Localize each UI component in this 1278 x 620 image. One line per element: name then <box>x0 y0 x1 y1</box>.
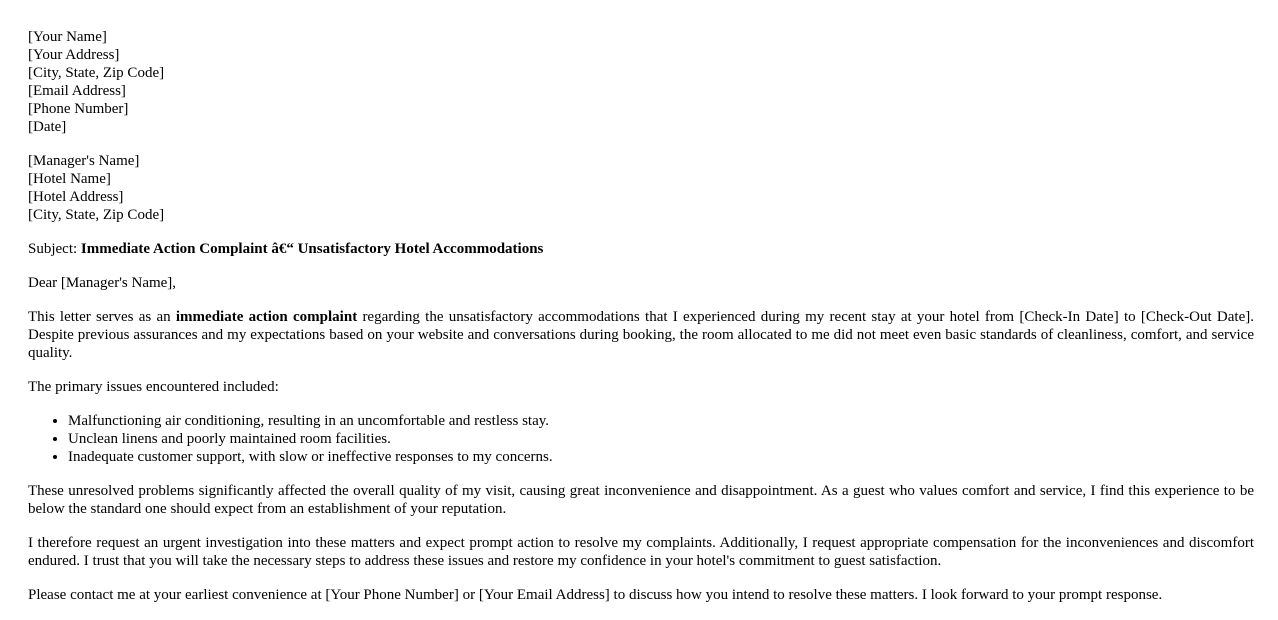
letter-date: [Date] <box>28 119 67 135</box>
paragraph-intro <box>28 308 1254 362</box>
sender-address: [Your Address] <box>28 47 120 63</box>
salutation: Dear [Manager's Name], <box>28 275 177 291</box>
recipient-manager-name: [Manager's Name] <box>28 153 140 169</box>
sender-name: [Your Name] <box>28 29 107 45</box>
paragraph-impact: These unresolved problems significantly affected the overall quality of my visit, causing great inconvenience and disappointment. As a guest who values comfort and service, I find this experience to be below the standard one should expect from an establishment of your reputation. <box>28 483 1254 517</box>
sender-phone: [Phone Number] <box>28 101 129 117</box>
paragraph-intro-after: regarding the unsatisfactory accommodations that I experienced during my recent stay at your hotel from [Check-In Date] to [Check-Out Date]. Despite previous assurances and my expectations based on your website and conversations during booking, the room allocated to me did not meet even basic standards of cleanliness, comfort, and service quality. <box>28 309 1254 361</box>
issues-intro: The primary issues encountered included: <box>28 379 279 395</box>
paragraph-intro-bold: immediate action complaint <box>175 309 358 325</box>
recipient-hotel-name: [Hotel Name] <box>28 171 111 187</box>
subject-text: Immediate Action Complaint â€“ Unsatisfactory Hotel Accommodations <box>80 241 544 257</box>
issues-list <box>28 412 1254 466</box>
sender-city-state-zip: [City, State, Zip Code] <box>28 65 165 81</box>
recipient-hotel-address: [Hotel Address] <box>28 189 124 205</box>
paragraph-request: I therefore request an urgent investigation into these matters and expect prompt action to resolve my complaints. Additionally, I request appropriate compensation for the inconveniences and discomfort endured. I trust that you will take the necessary steps to address these issues and restore my confidence in your hotel's commitment to guest satisfaction. <box>28 535 1254 569</box>
recipient-block <box>28 152 1254 224</box>
subject-line <box>28 240 1254 258</box>
list-item: • Unclean linens and poorly maintained room facilities. <box>68 430 1254 448</box>
sender-email: [Email Address] <box>28 83 126 99</box>
letter <box>28 28 1254 620</box>
list-item: • Inadequate customer support, with slow or ineffective responses to my concerns. <box>68 448 1254 466</box>
paragraph-intro-before: This letter serves as an <box>28 309 176 325</box>
subject-label: Subject: <box>28 241 81 257</box>
sender-block <box>28 28 1254 136</box>
list-item: • Malfunctioning air conditioning, resulting in an uncomfortable and restless stay. <box>68 412 1254 430</box>
paragraph-contact: Please contact me at your earliest convenience at [Your Phone Number] or [Your Email Address] to discuss how you intend to resolve these matters. I look forward to your prompt response. <box>28 587 1163 603</box>
recipient-city-state-zip: [City, State, Zip Code] <box>28 207 165 223</box>
